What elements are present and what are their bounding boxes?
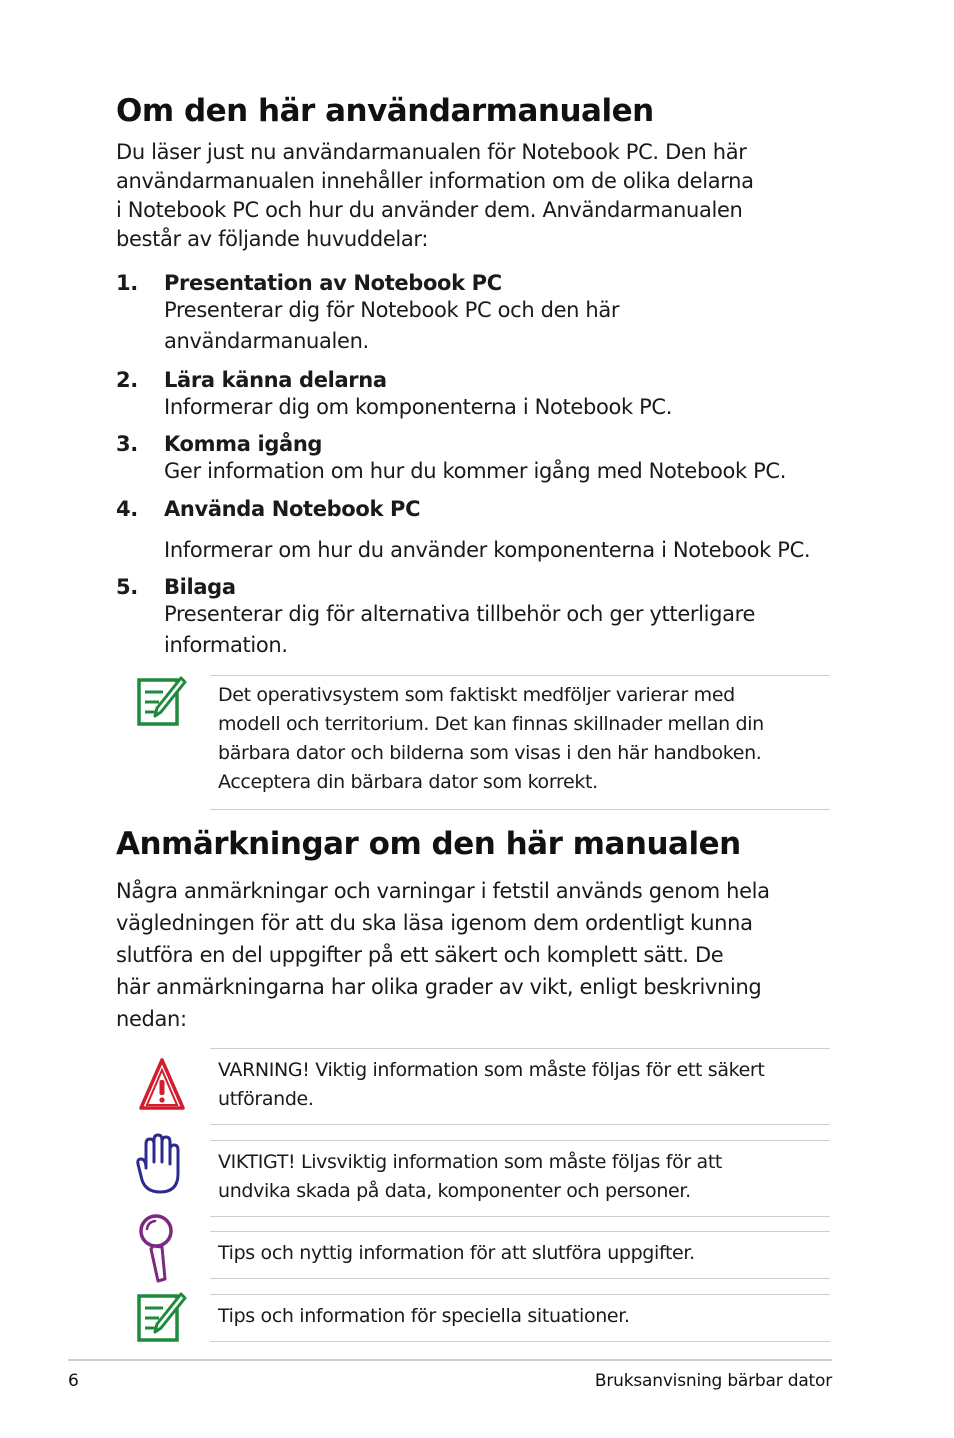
notice-line: VIKTIGT! Livsviktig information som måste följas för att (218, 1151, 723, 1173)
notice-line: Tips och information för speciella situationer. (218, 1305, 630, 1327)
intro-paragraph (116, 138, 754, 254)
notice-text (218, 1239, 695, 1268)
page-number: 6 (68, 1371, 79, 1391)
notice-line: Tips och nyttig information för att slutföra uppgifter. (218, 1242, 695, 1264)
item-description (164, 535, 810, 566)
warning-icon (136, 1056, 188, 1114)
item-description (164, 456, 786, 487)
note-line: Det operativsystem som faktiskt medföljer varierar med (218, 684, 735, 706)
item-desc-line: information. (164, 633, 288, 657)
intro-line: nedan: (116, 1007, 187, 1031)
item-number: 4. (116, 497, 138, 521)
item-number: 5. (116, 575, 138, 599)
warning-notice (210, 1048, 830, 1125)
intro-line: här anmärkningarna har olika grader av vikt, enligt beskrivning (116, 975, 762, 999)
item-title: Lära känna delarna (164, 368, 387, 392)
item-desc-line: Ger information om hur du kommer igång med Notebook PC. (164, 459, 787, 483)
item-desc-line: Informerar dig om komponenterna i Notebook PC. (164, 395, 673, 419)
item-title: Bilaga (164, 575, 236, 599)
item-number: 1. (116, 271, 138, 295)
notice-line: VARNING! Viktig information som måste följas för ett säkert (218, 1059, 765, 1081)
item-description (164, 599, 755, 661)
note-line: Acceptera din bärbara dator som korrekt. (218, 771, 598, 793)
hand-icon (136, 1132, 182, 1196)
notice-text (218, 1056, 765, 1114)
note-line: bärbara dator och bilderna som visas i den här handboken. (218, 742, 762, 764)
note-text (218, 681, 764, 797)
item-desc-line: Informerar om hur du använder komponenterna i Notebook PC. (164, 538, 811, 562)
intro-line: Några anmärkningar och varningar i fetstil används genom hela (116, 879, 770, 903)
section-heading: Anmärkningar om den här manualen (116, 826, 741, 862)
item-desc-line: Presenterar dig för Notebook PC och den här (164, 298, 620, 322)
note-notice (210, 1294, 830, 1342)
item-title: Använda Notebook PC (164, 497, 421, 521)
notice-text (218, 1302, 630, 1331)
item-number: 2. (116, 368, 138, 392)
note-pencil-icon (137, 1290, 187, 1346)
intro-paragraph (116, 875, 770, 1035)
magnifier-icon (138, 1213, 178, 1285)
item-title: Presentation av Notebook PC (164, 271, 502, 295)
section-heading: Om den här användarmanualen (116, 93, 654, 129)
notice-line: undvika skada på data, komponenter och personer. (218, 1180, 691, 1202)
item-description (164, 295, 619, 357)
note-box (210, 675, 830, 810)
intro-line: användarmanualen innehåller information om de olika delarna (116, 169, 754, 193)
note-pencil-icon (137, 676, 187, 728)
tip-notice (210, 1231, 830, 1279)
item-desc-line: Presenterar dig för alternativa tillbehör och ger ytterligare (164, 602, 756, 626)
footer-divider (68, 1359, 832, 1361)
item-desc-line: användarmanualen. (164, 329, 369, 353)
important-notice (210, 1140, 830, 1217)
note-line: modell och territorium. Det kan finnas skillnader mellan din (218, 713, 764, 735)
intro-line: Du läser just nu användarmanualen för Notebook PC. Den här (116, 140, 747, 164)
footer-title: Bruksanvisning bärbar dator (594, 1371, 832, 1391)
intro-line: består av följande huvuddelar: (116, 227, 429, 251)
item-number: 3. (116, 432, 138, 456)
intro-line: i Notebook PC och hur du använder dem. Användarmanualen (116, 198, 743, 222)
intro-line: vägledningen för att du ska läsa igenom dem ordentligt kunna (116, 911, 753, 935)
notice-line: utförande. (218, 1088, 314, 1110)
notice-text (218, 1148, 722, 1206)
item-title: Komma igång (164, 432, 323, 456)
item-description (164, 392, 672, 423)
intro-line: slutföra en del uppgifter på ett säkert och komplett sätt. De (116, 943, 724, 967)
